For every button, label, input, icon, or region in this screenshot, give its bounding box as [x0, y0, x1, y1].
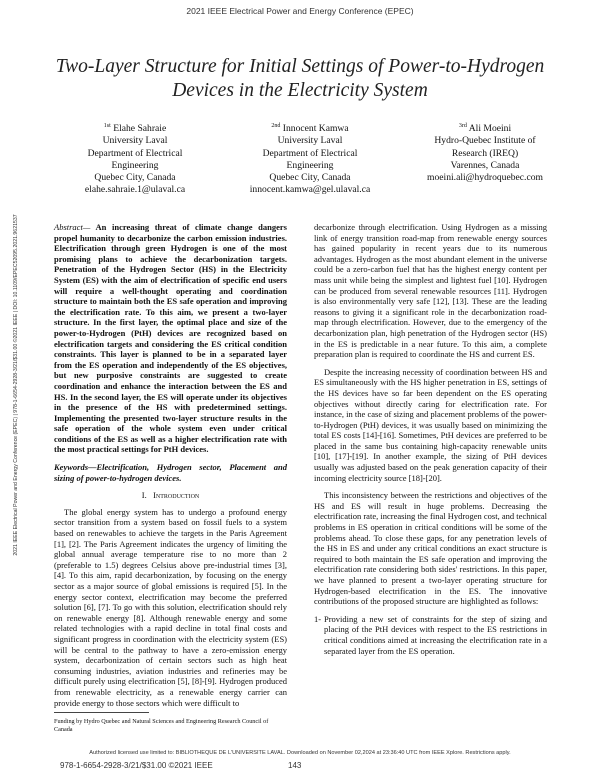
left-column — [54, 222, 287, 715]
doi-sidebar — [11, 150, 21, 620]
abstract-text: An increasing threat of climate change dangers propel humanity to decarbonize the carbon emission industries. Electrification through green Hydrogen is one of the most promising plans to achieve the decarbonization targets. Penetration of the Hydrogen Sector (HS) in the Electricity System (ES) with the aim of electrification of specific end users will require a well-thought operating and coordination structure to maintain both the ES safe operation and improving the electrification rate. To this aim, we present a two-layer structure. In the first layer, the optimal place and size of the power-to-Hydrogen (PtH) devices are recognized based on electrification targets and considering the ES critical condition constraints. This layer is planned to be in a separated layer from the ES operation and independently of the ES objectives, but new purposive constraints are suggested to create coordination and enhance the interaction between the ES and HS. In the second layer, the ES will operate under its objectives in the presence of the HS with predetermined settings. Implementing the presented two-layer structure results in the safe operation of the whole system even under critical conditions of the ES as well as a higher electrification rate with the most practical settings for PtH devices. — [54, 222, 287, 455]
license-notice: Authorized licensed use limited to: BIBLIOTHEQUE DE L'UNIVERSITE LAVAL. Downloaded on November 02,2024 at 23:36:40 UTC from IEEE Xplore. Restrictions apply. — [89, 750, 511, 756]
author-affiliation: Varennes, Canada — [450, 159, 520, 171]
author-block — [60, 120, 560, 196]
author-affiliation: Research (IREQ) — [451, 147, 519, 159]
author-city: Quebec City, Canada — [269, 172, 351, 183]
body-paragraph: This inconsistency between the restrictions and objectives of the HS and ES will result in huge problems. Decreasing the electrification rate, increasing the final Hydrogen cost, and technical problems in ES operation in critical conditions will be some of the problems ahead. To close these gaps, for any penetration levels of the HS in ES and under any critical conditions an exact structure is required to both maintain the ES safe operation and improving the electrification rate considering both sides' restrictions. In this paper, we have planned to present a two-layer operating structure for Hydrogen-based electrification in the ES. The innovative contributions of the proposed structure are highlighted as follows: — [314, 490, 547, 607]
page-number: 143 — [288, 761, 302, 770]
keywords-text: Electrification, Hydrogen sector, Placement and sizing of power-to-hydrogen devices. — [54, 462, 287, 483]
section-title: Introduction — [153, 490, 200, 501]
list-text: Providing a new set of constraints for the step of sizing and placing of the PtH devices with respect to the ES restrictions in critical conditions aimed at increasing the electrification rate in a separated layer from the ES operation. — [324, 613, 547, 656]
author-ordinal: 2nd — [271, 123, 281, 129]
author-city: Quebec City, Canada — [94, 172, 176, 183]
list-number: 1- — [314, 613, 322, 624]
isbn-text: 978-1-6654-2928-3/21/$31.00 ©2021 IEEE — [60, 761, 213, 770]
funding-footnote: Funding by Hydro Quebec and Natural Sciences and Engineering Research Council of Canada — [54, 718, 269, 733]
footnote-divider — [54, 712, 149, 713]
author-ordinal: 1st — [103, 123, 111, 129]
keywords-label: Keywords— — [54, 462, 97, 473]
section-number: I. — [141, 490, 147, 501]
right-column — [314, 222, 547, 656]
author-name: Elahe Sahraie — [113, 123, 167, 135]
contribution-list-item — [314, 614, 547, 656]
abstract-label: Abstract— — [54, 222, 91, 232]
author-3 — [410, 120, 560, 196]
author-affiliation: Department of Electrical — [262, 147, 358, 159]
author-email[interactable]: elahe.sahraie.1@ulaval.ca — [84, 184, 186, 196]
keywords — [54, 462, 287, 483]
author-affiliation: Hydro-Quebec Institute of — [434, 135, 536, 147]
author-affiliation: Department of Electrical — [87, 147, 183, 159]
section-heading — [54, 490, 287, 501]
abstract — [54, 222, 287, 455]
author-1 — [60, 120, 210, 196]
author-ordinal: 3rd — [458, 123, 467, 129]
author-email[interactable]: innocent.kamwa@gel.ulaval.ca — [249, 184, 371, 196]
author-affiliation: University Laval — [102, 135, 168, 147]
conference-header: 2021 IEEE Electrical Power and Energy Conference (EPEC) — [186, 6, 414, 16]
doi-sidebar-text: 2021 IEEE Electrical Power and Energy Conference (EPEC) | 978-1-6654-2928-3/21/$31.00 ©2021 IEEE | DOI: 10.1109/EPEC52095.2021.9621537 — [13, 214, 19, 556]
author-email[interactable]: moeini.ali@hydroquebec.com — [427, 172, 543, 183]
paper-title: Two-Layer Structure for Initial Settings of Power-to-Hydrogen Devices in the Electricity System — [55, 56, 545, 101]
author-affiliation: Engineering — [286, 159, 334, 171]
body-paragraph: decarbonize through electrification. Using Hydrogen as a missing link of energy transition road-map from renewable energy sources has gained popularity in recent years due to its numerous advantages. Hydrogen as the most abundant element in the universe could be a zero-carbon fuel that has the highest energy content per mass unit while being the simplest and lightest fuel [10]. Hydrogen can be produced from several renewable resources [11]. Hydrogen is also environmentally very safe [12], [13]. These are the leading reasons to giving it a significant role in the decarbonization road-map through electrification. However, due to the emergency of the decarbonization plan, high penetration of the Hydrogen sector (HS) in the ES is predictable in a near future. To this aim, a complete preparation plan is required to coordinate the HS and current ES. — [314, 222, 547, 360]
body-paragraph: The global energy system has to undergo a profound energy sector transition from a system based on fossil fuels to a system based on renewables to achieve the targets in the Paris Agreement [1], [2]. The Paris Agreement indicates the urgency of limiting the global annual average temperature rise to no more than 2 (preferable to 1.5) degrees Celsius above pre-industrial times [3], [4]. To this aim, rapid decarbonization, by focusing on the energy sector as a major source of global emissions is required [5]. In the energy sector context, electrification may become the preferred solution [6], [7]. To go with this solution, electrification should rely on renewable energy [8]. Although renewable energy and some related technologies with a rapid decline in total final costs and significant progress in coordination with the electricity system (ES) will be central to the pathway to have a zero-emission energy system, decarbonization of certain sectors such as high heat consuming industries, aviation industries and refineries may be difficult purely using electrification [5], [8]-[9]. Hydrogen produced from renewable electricity, as a renewable energy carrier can provide energy to those sectors which were difficult to — [54, 506, 287, 708]
author-affiliation: University Laval — [277, 135, 343, 147]
author-2 — [235, 120, 385, 196]
author-affiliation: Engineering — [111, 159, 159, 171]
author-name: Innocent Kamwa — [282, 123, 349, 135]
body-paragraph: Despite the increasing necessity of coordination between HS and ES simultaneously with the HS higher penetration in ES, settings of the HS devices have so far been dependent on the ES operating objectives without directly caring for electrification rate. For instance, in the case of sizing and placement problems of the power-to-Hydrogen (PtH) devices, it was usually based on minimizing the total ES costs [14]-[16]. Sometimes, PtH devices are preferred to be placed in the same bus containing high-capacity renewable units [10], [17]-[19]. In another example, the sizing of PtH devices usually was adjusted based on the peak generation capacity of their incoming electricity source [18]-[20]. — [314, 366, 547, 483]
author-name: Ali Moeini — [468, 123, 512, 135]
